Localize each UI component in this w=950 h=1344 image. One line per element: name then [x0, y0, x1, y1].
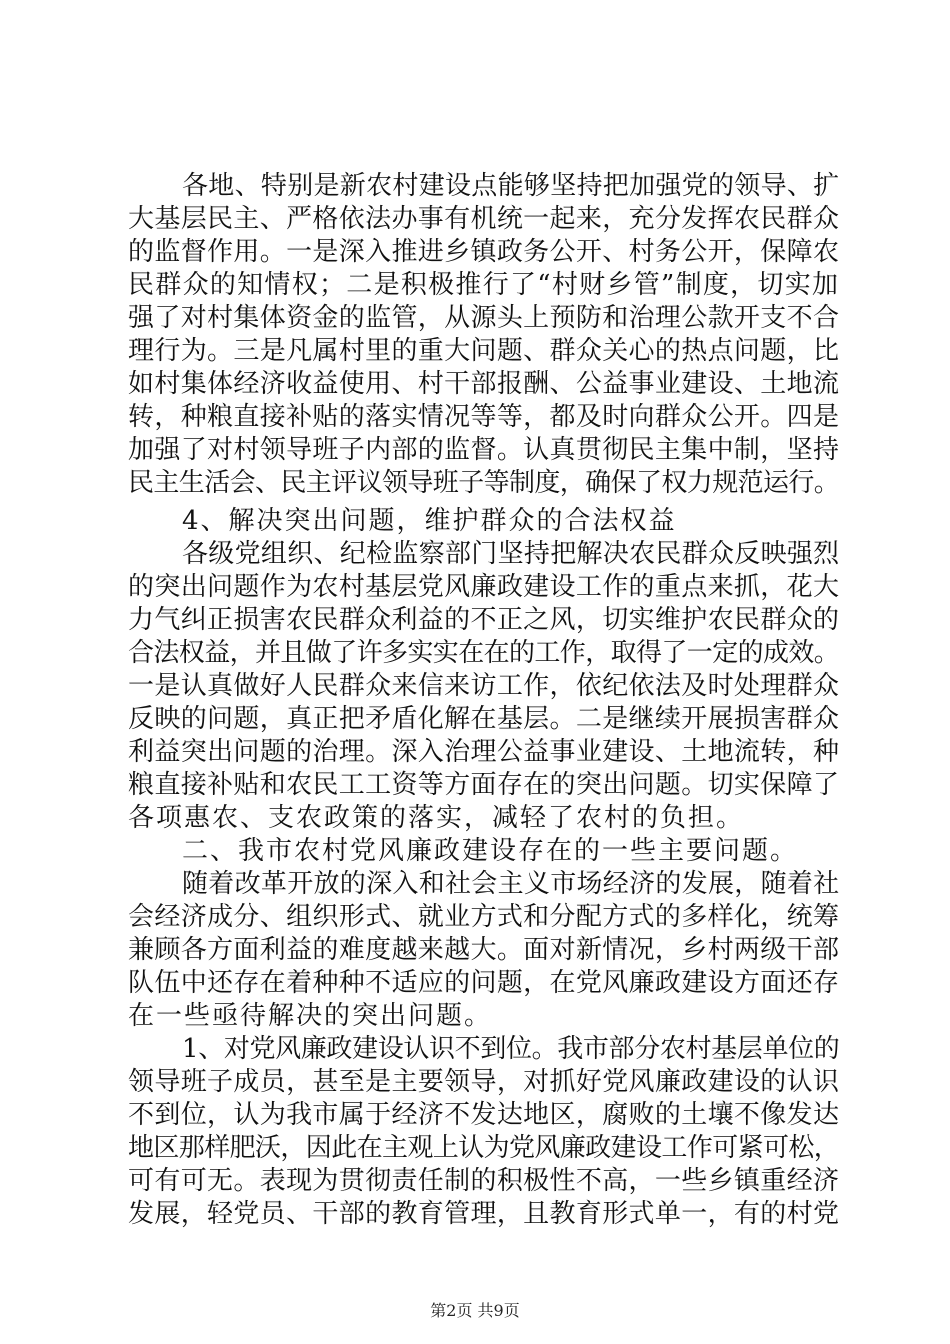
text-line: 粮直接补贴和农民工工资等方面存在的突出问题。切实保障了: [128, 770, 840, 800]
text-line: 地区那样肥沃，因此在主观上认为党风廉政建设工作可紧可松，: [128, 1133, 840, 1163]
text-line: 各项惠农、支农政策的落实，减轻了农村的负担。: [128, 803, 745, 833]
section-heading-2: 二、我市农村党风廉政建设存在的一些主要问题。: [182, 836, 799, 866]
page-number-footer: 第2页 共9页: [430, 1301, 520, 1320]
text-line: 强了对村集体资金的监管，从源头上预防和治理公款开支不合: [128, 303, 840, 333]
text-line: 反映的问题，真正把矛盾化解在基层。二是继续开展损害群众: [128, 704, 840, 734]
text-line: 加强了对村领导班子内部的监督。认真贯彻民主集中制，坚持: [128, 435, 840, 465]
text-line: 转，种粮直接补贴的落实情况等等，都及时向群众公开。四是: [128, 402, 840, 432]
text-line: 可有可无。表现为贯彻责任制的积极性不高，一些乡镇重经济: [128, 1166, 840, 1196]
text-line: 力气纠正损害农民群众利益的不正之风，切实维护农民群众的: [128, 605, 840, 635]
text-line: 各地、特别是新农村建设点能够坚持把加强党的领导、扩: [182, 171, 840, 201]
text-line: 发展，轻党员、干部的教育管理，且教育形式单一，有的村党: [128, 1199, 840, 1229]
section-heading-4: 4、解决突出问题，维护群众的合法权益: [182, 506, 677, 536]
text-line: 合法权益，并且做了许多实实在在的工作，取得了一定的成效。: [128, 638, 840, 668]
text-line: 各级党组织、纪检监察部门坚持把解决农民群众反映强烈: [182, 539, 840, 569]
text-line: 的突出问题作为农村基层党风廉政建设工作的重点来抓，花大: [128, 572, 840, 602]
text-line: 随着改革开放的深入和社会主义市场经济的发展，随着社: [182, 869, 840, 899]
text-line: 大基层民主、严格依法办事有机统一起来，充分发挥农民群众: [128, 204, 840, 234]
text-line: 兼顾各方面利益的难度越来越大。面对新情况，乡村两级干部: [128, 935, 840, 965]
text-line: 领导班子成员，甚至是主要领导，对抓好党风廉政建设的认识: [128, 1067, 840, 1097]
text-line: 理行为。三是凡属村里的重大问题、群众关心的热点问题，比: [128, 336, 840, 366]
text-line: 1、对党风廉政建设认识不到位。我市部分农村基层单位的: [182, 1034, 840, 1064]
paragraph-transparency: [128, 170, 842, 500]
text-line: 民群众的知情权；二是积极推行了“村财乡管”制度，切实加: [128, 270, 840, 300]
text-line: 利益突出问题的治理。深入治理公益事业建设、土地流转，种: [128, 737, 840, 767]
text-line: 的监督作用。一是深入推进乡镇政务公开、村务公开，保障农: [128, 237, 840, 267]
text-line: 如村集体经济收益使用、村干部报酬、公益事业建设、土地流: [128, 369, 840, 399]
text-line: 民主生活会、民主评议领导班子等制度，确保了权力规范运行。: [128, 468, 840, 498]
text-line: 会经济成分、组织形式、就业方式和分配方式的多样化，统筹: [128, 902, 840, 932]
text-line: 不到位，认为我市属于经济不发达地区，腐败的土壤不像发达: [128, 1100, 840, 1130]
text-line: 在一些亟待解决的突出问题。: [128, 1001, 493, 1031]
section-body: [128, 505, 842, 1231]
text-line: 队伍中还存在着种种不适应的问题，在党风廉政建设方面还存: [128, 968, 840, 998]
text-line: 一是认真做好人民群众来信来访工作，依纪依法及时处理群众: [128, 671, 840, 701]
